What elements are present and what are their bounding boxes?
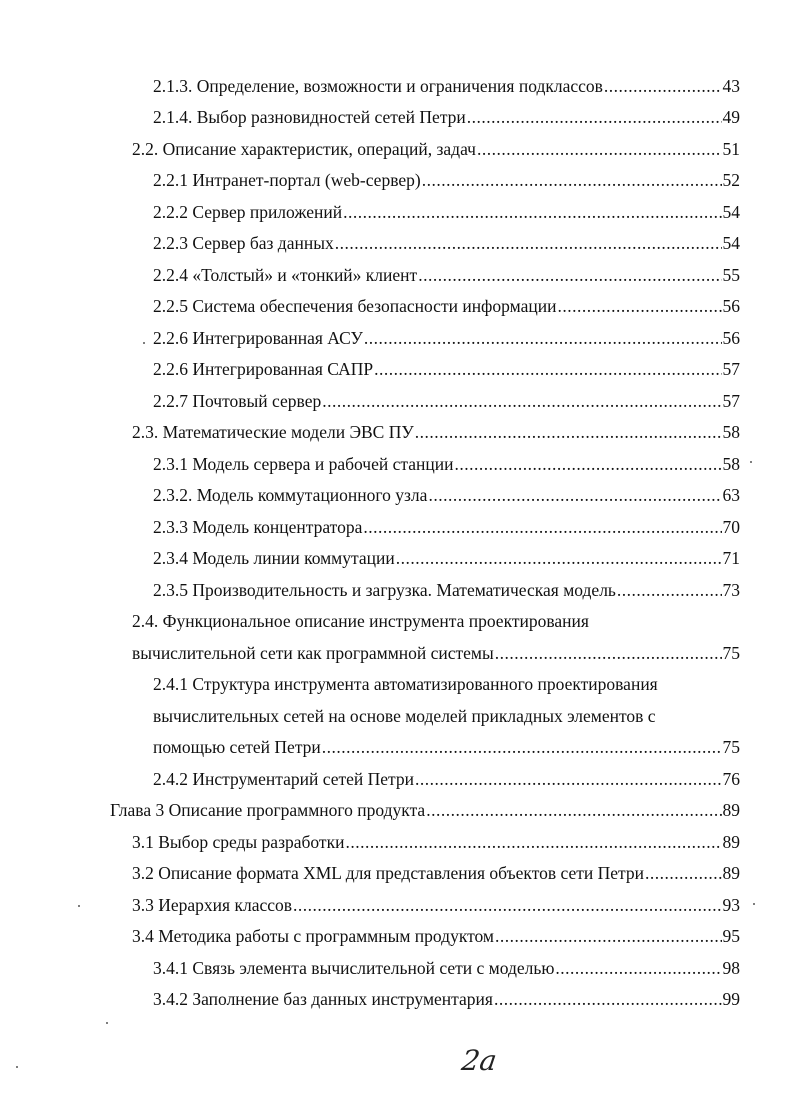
toc-leader-dots xyxy=(467,106,722,128)
toc-entry-page: 54 xyxy=(722,233,740,253)
toc-leader-dots xyxy=(418,264,721,286)
toc-entry-page: 75 xyxy=(722,643,740,663)
toc-entry-title: 3.1 Выбор среды разработки xyxy=(132,832,345,852)
toc-entry xyxy=(153,988,740,1010)
toc-entry xyxy=(153,264,740,286)
toc-entry-title: 2.3.2. Модель коммутационного узла xyxy=(153,485,428,505)
toc-entry-title: 2.3.3 Модель концентратора xyxy=(153,517,363,537)
toc-entry-page: 98 xyxy=(722,958,740,978)
toc-leader-dots xyxy=(617,579,722,601)
toc-leader-dots xyxy=(477,138,722,160)
toc-entry xyxy=(132,925,740,947)
toc-leader-dots xyxy=(454,453,721,475)
toc-leader-dots xyxy=(363,516,721,538)
toc-entry-page: 56 xyxy=(722,328,740,348)
toc-entry xyxy=(153,75,740,97)
toc-entry-page: 76 xyxy=(722,769,740,789)
toc-leader-dots xyxy=(494,988,722,1010)
toc-entry-page: 52 xyxy=(722,170,740,190)
toc-entry xyxy=(153,106,740,128)
toc-entry xyxy=(153,232,740,254)
toc-entry-page: 58 xyxy=(722,422,740,442)
toc-entry-title: 2.1.3. Определение, возможности и ограничения подклассов xyxy=(153,76,603,96)
toc-leader-dots xyxy=(645,862,721,884)
toc-entry-page: 89 xyxy=(722,832,740,852)
toc-entry-page: 89 xyxy=(722,800,740,820)
toc-entry-page: 58 xyxy=(722,454,740,474)
toc-entry-page: 51 xyxy=(722,139,740,159)
toc-entry-title: помощью сетей Петри xyxy=(153,737,321,757)
toc-entry-page: 56 xyxy=(722,296,740,316)
scan-speck xyxy=(143,342,145,344)
toc-entry-page: 75 xyxy=(722,737,740,757)
toc-entry-title: вычислительной сети как программной системы xyxy=(132,643,494,663)
scan-speck xyxy=(16,1066,18,1068)
toc-entry xyxy=(153,201,740,223)
toc-leader-dots xyxy=(415,421,722,443)
toc-entry-title: 2.2.6 Интегрированная АСУ xyxy=(153,328,363,348)
toc-leader-dots xyxy=(557,295,721,317)
toc-leader-dots xyxy=(335,232,722,254)
toc-entry-page: 54 xyxy=(722,202,740,222)
toc-entry xyxy=(153,579,740,601)
toc-entry xyxy=(132,862,740,884)
toc-entry-title: 2.2.4 «Толстый» и «тонкий» клиент xyxy=(153,265,418,285)
toc-entry xyxy=(132,894,740,916)
toc-entry-title: 2.1.4. Выбор разновидностей сетей Петри xyxy=(153,107,466,127)
toc-heading: вычислительных сетей на основе моделей прикладных элементов с xyxy=(153,706,656,726)
toc-entry-title: 2.4.2 Инструментарий сетей Петри xyxy=(153,769,415,789)
toc-entry xyxy=(153,484,740,506)
toc-entry-page: 71 xyxy=(722,548,740,568)
toc-entry-page: 63 xyxy=(722,485,740,505)
toc-entry xyxy=(153,516,740,538)
toc-entry-title: 2.3.4 Модель линии коммутации xyxy=(153,548,395,568)
toc-entry-page: 49 xyxy=(722,107,740,127)
toc-entry-title: 2.2.2 Сервер приложений xyxy=(153,202,343,222)
toc-leader-dots xyxy=(364,327,722,349)
handwritten-page-number: 2a xyxy=(459,1044,499,1077)
toc-entry-title: 2.2.5 Система обеспечения безопасности информации xyxy=(153,296,557,316)
toc-entry xyxy=(153,327,740,349)
toc-entry xyxy=(153,768,740,790)
toc-entry-page: 73 xyxy=(722,580,740,600)
toc-entry-title: 2.3.1 Модель сервера и рабочей станции xyxy=(153,454,454,474)
toc-leader-dots xyxy=(345,831,721,853)
scan-speck xyxy=(106,1022,108,1024)
toc-leader-dots xyxy=(428,484,721,506)
toc-entry xyxy=(153,390,740,412)
toc-leader-dots xyxy=(604,75,722,97)
toc-leader-dots xyxy=(422,169,722,191)
toc-entry-page: 99 xyxy=(722,989,740,1009)
toc-entry-title: 2.2.6 Интегрированная САПР xyxy=(153,359,374,379)
toc-heading: 2.4.1 Структура инструмента автоматизированного проектирования xyxy=(153,674,658,694)
toc-entry-title: 2.2.1 Интранет-портал (web-сервер) xyxy=(153,170,421,190)
toc-entry-title: 3.4 Методика работы с программным продуктом xyxy=(132,926,494,946)
toc-entry-title: 2.2.7 Почтовый сервер xyxy=(153,391,322,411)
toc-entry xyxy=(153,547,740,569)
toc-entry-title: 2.3. Математические модели ЭВС ПУ xyxy=(132,422,414,442)
toc-entry-title: 3.2 Описание формата XML для представления объектов сети Петри xyxy=(132,863,645,883)
toc-entry xyxy=(132,831,740,853)
toc-entry-page: 57 xyxy=(722,359,740,379)
toc-leader-dots xyxy=(396,547,722,569)
toc-entry-title: 3.3 Иерархия классов xyxy=(132,895,293,915)
toc-entry-title: 2.2. Описание характеристик, операций, задач xyxy=(132,139,476,159)
toc-entry xyxy=(153,736,740,758)
toc-entry-title: Глава 3 Описание программного продукта xyxy=(110,800,426,820)
toc-leader-dots xyxy=(343,201,721,223)
toc-entry xyxy=(153,295,740,317)
scan-speck xyxy=(750,461,752,463)
toc-entry-page: 57 xyxy=(722,391,740,411)
toc-entry xyxy=(153,453,740,475)
toc-leader-dots xyxy=(293,894,721,916)
toc-entry xyxy=(153,358,740,380)
toc-entry xyxy=(132,642,740,664)
toc-entry xyxy=(132,138,740,160)
toc-entry xyxy=(153,169,740,191)
toc-leader-dots xyxy=(415,768,721,790)
toc-leader-dots xyxy=(374,358,721,380)
toc-heading: 2.4. Функциональное описание инструмента проектирования xyxy=(132,611,589,631)
toc-entry-page: 93 xyxy=(722,895,740,915)
toc-entry-page: 70 xyxy=(722,517,740,537)
toc-entry-title: 3.4.2 Заполнение баз данных инструментария xyxy=(153,989,493,1009)
toc-entry-title: 2.2.3 Сервер баз данных xyxy=(153,233,334,253)
scan-speck xyxy=(78,905,80,907)
toc-entry-title: 2.3.5 Производительность и загрузка. Математическая модель xyxy=(153,580,616,600)
toc-entry-page: 55 xyxy=(722,265,740,285)
toc-leader-dots xyxy=(495,642,722,664)
toc-leader-dots xyxy=(322,390,721,412)
toc-leader-dots xyxy=(555,957,721,979)
toc-leader-dots xyxy=(322,736,722,758)
toc-entry xyxy=(110,799,740,821)
toc-entry xyxy=(132,421,740,443)
toc-entry-title: 3.4.1 Связь элемента вычислительной сети с моделью xyxy=(153,958,555,978)
scan-speck xyxy=(753,903,755,905)
toc-entry-page: 43 xyxy=(722,76,740,96)
toc-entry-page: 95 xyxy=(722,926,740,946)
toc-leader-dots xyxy=(426,799,721,821)
toc-entry xyxy=(153,957,740,979)
toc-leader-dots xyxy=(495,925,722,947)
toc-entry-page: 89 xyxy=(722,863,740,883)
